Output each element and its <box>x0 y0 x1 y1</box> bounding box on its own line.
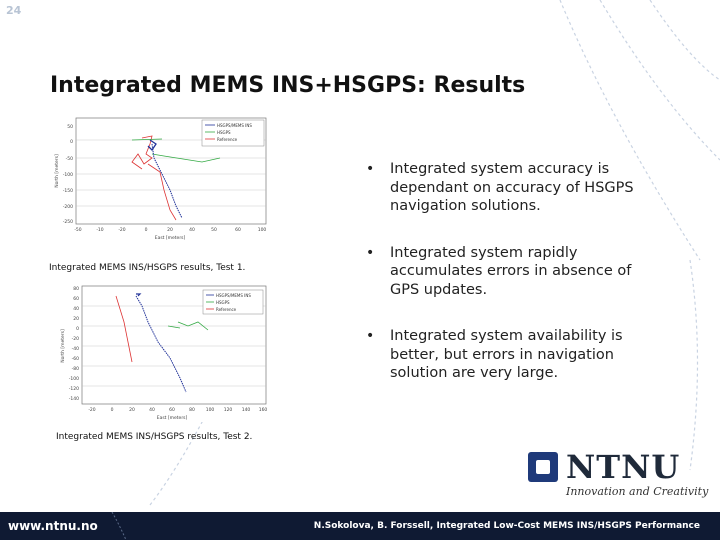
logo-name: NTNU <box>566 448 681 486</box>
y-tick-label: 80 <box>73 287 79 292</box>
x-tick-label: 20 <box>129 408 135 413</box>
bullet-item <box>364 244 664 300</box>
y-axis-label: North [meters] <box>61 329 66 363</box>
bullet-list <box>364 160 664 411</box>
x-tick-label: 20 <box>167 228 173 233</box>
legend-entry: HSGPS/MEMS INS <box>217 123 252 128</box>
legend-entry: HSGPS <box>216 300 230 305</box>
legend-entry: Reference <box>216 307 237 312</box>
legend-entry: HSGPS/MEMS INS <box>216 293 251 298</box>
bullet-text: Integrated system accuracy is dependant on accuracy of HSGPS navigation solutions. <box>390 161 634 214</box>
y-tick-label: -150 <box>62 189 73 194</box>
y-tick-label: -250 <box>62 220 73 225</box>
bullet-item <box>364 327 664 383</box>
y-tick-label: -120 <box>68 387 79 392</box>
figure-test-2 <box>58 282 270 422</box>
slide-number: 24 <box>6 4 22 17</box>
legend-entry: Reference <box>217 137 238 142</box>
y-tick-label: 60 <box>73 297 79 302</box>
x-axis-label: East [meters] <box>156 416 188 421</box>
y-tick-label: 50 <box>67 125 73 130</box>
ntnu-logo-mark <box>528 452 558 482</box>
x-tick-label: 120 <box>223 408 233 413</box>
y-tick-label: -140 <box>68 397 79 402</box>
x-tick-label: -50 <box>74 228 82 233</box>
bullet-text: Integrated system rapidly accumulates errors in absence of GPS updates. <box>390 244 632 298</box>
slide-title: Integrated MEMS INS+HSGPS: Results <box>50 73 526 98</box>
x-tick-label: -10 <box>96 228 104 233</box>
x-tick-label: 50 <box>211 228 217 233</box>
figure-test-1 <box>52 114 270 242</box>
footer-credit: N.Sokolova, B. Forssell, Integrated Low-Cost MEMS INS/HSGPS Performance <box>313 521 700 531</box>
x-tick-label: 0 <box>144 228 148 233</box>
bullet-symbol: • <box>366 161 375 177</box>
y-tick-label: -100 <box>62 173 73 178</box>
x-tick-label: 100 <box>205 408 215 413</box>
bullet-text: Integrated system availability is better, but errors in navigation solution are very large. <box>390 328 623 381</box>
y-tick-label: 0 <box>70 140 73 145</box>
y-tick-label: -20 <box>71 337 79 342</box>
legend-entry: HSGPS <box>217 130 231 135</box>
y-tick-label: -80 <box>71 367 79 372</box>
x-tick-label: 60 <box>235 228 241 233</box>
footer-url-link[interactable]: www.ntnu.no <box>8 519 98 533</box>
figure-test-2-plot <box>58 282 270 422</box>
figure-test-1-plot <box>52 114 270 242</box>
x-tick-label: 40 <box>189 228 195 233</box>
figure-caption-1: Integrated MEMS INS/HSGPS results, Test 1. <box>49 263 246 273</box>
y-tick-label: -50 <box>65 157 73 162</box>
y-tick-label: -40 <box>71 347 79 352</box>
x-tick-label: 160 <box>258 408 268 413</box>
bullet-symbol: • <box>366 328 375 344</box>
bullet-symbol: • <box>366 244 375 261</box>
x-tick-label: 80 <box>189 408 195 413</box>
x-tick-label: -20 <box>118 228 126 233</box>
x-tick-label: -20 <box>88 408 96 413</box>
y-axis-label: North [meters] <box>55 154 60 188</box>
y-tick-label: -100 <box>68 377 79 382</box>
x-tick-label: 60 <box>169 408 175 413</box>
x-tick-label: 100 <box>257 228 267 233</box>
y-tick-label: 0 <box>76 327 79 332</box>
y-tick-label: -200 <box>62 205 73 210</box>
x-axis-label: East [meters] <box>154 236 186 241</box>
x-tick-label: 40 <box>149 408 155 413</box>
footer-bar <box>0 512 720 540</box>
bullet-item <box>364 160 664 216</box>
y-tick-label: 20 <box>73 317 79 322</box>
ntnu-logo <box>528 448 709 504</box>
figure-caption-2: Integrated MEMS INS/HSGPS results, Test 2. <box>56 432 253 442</box>
logo-tagline: Innovation and Creativity <box>566 485 709 498</box>
x-tick-label: 140 <box>241 408 251 413</box>
x-tick-label: 0 <box>110 408 114 413</box>
y-tick-label: -60 <box>71 357 79 362</box>
y-tick-label: 40 <box>73 307 79 312</box>
